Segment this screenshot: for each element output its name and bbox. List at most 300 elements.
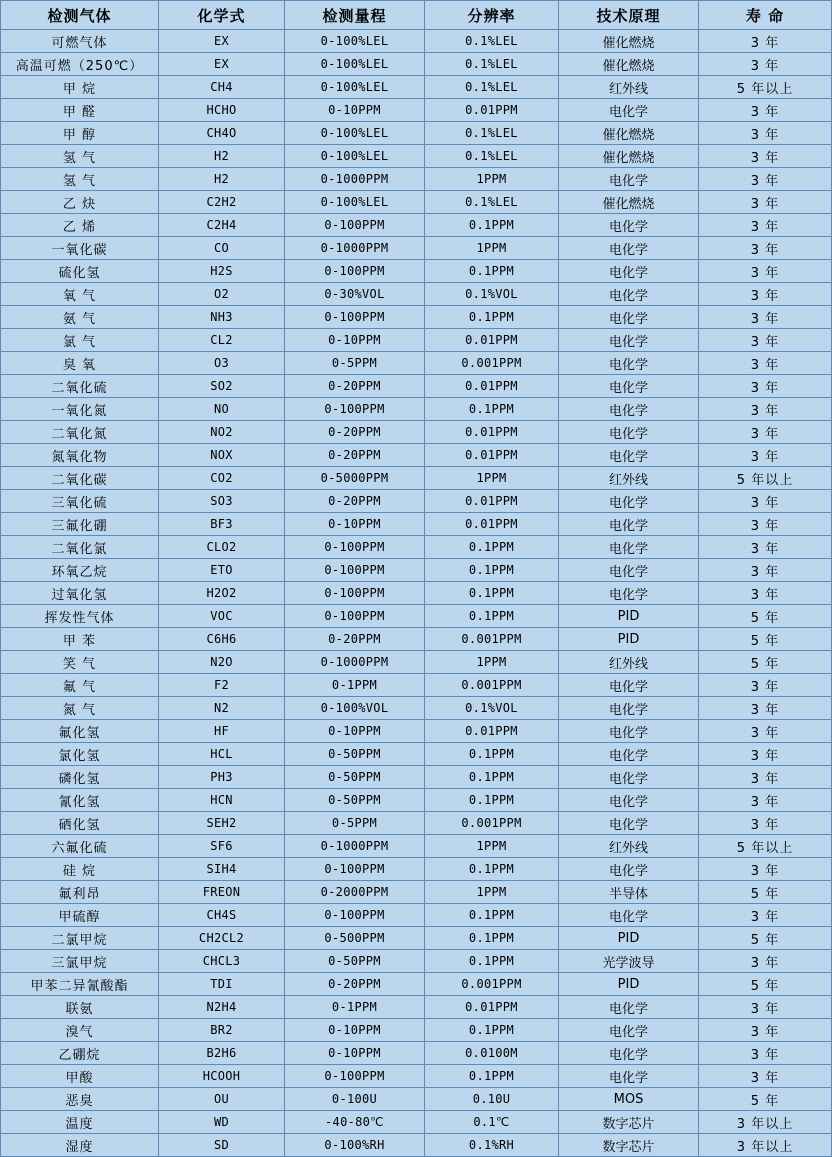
table-row bbox=[1, 1042, 832, 1065]
cell-range: 0-10PPM bbox=[285, 1019, 425, 1042]
cell-resolution: 0.1PPM bbox=[425, 605, 559, 628]
cell-principle: 电化学 bbox=[559, 697, 699, 720]
cell-resolution: 0.1PPM bbox=[425, 536, 559, 559]
cell-lifetime: 5 年以上 bbox=[699, 835, 832, 858]
cell-principle: 电化学 bbox=[559, 398, 699, 421]
cell-principle: 催化燃烧 bbox=[559, 145, 699, 168]
cell-formula: NO bbox=[159, 398, 285, 421]
cell-range: 0-100PPM bbox=[285, 605, 425, 628]
cell-resolution: 0.01PPM bbox=[425, 720, 559, 743]
table-row bbox=[1, 743, 832, 766]
cell-range: 0-100PPM bbox=[285, 858, 425, 881]
table-row bbox=[1, 329, 832, 352]
cell-principle: 电化学 bbox=[559, 237, 699, 260]
cell-lifetime: 3 年 bbox=[699, 1042, 832, 1065]
cell-principle: 电化学 bbox=[559, 1019, 699, 1042]
cell-resolution: 0.1PPM bbox=[425, 743, 559, 766]
cell-formula: HCHO bbox=[159, 99, 285, 122]
cell-principle: 电化学 bbox=[559, 674, 699, 697]
cell-gas: 联氨 bbox=[1, 996, 159, 1019]
cell-formula: C2H2 bbox=[159, 191, 285, 214]
table-row bbox=[1, 1111, 832, 1134]
cell-resolution: 0.1%VOL bbox=[425, 697, 559, 720]
cell-lifetime: 3 年 bbox=[699, 996, 832, 1019]
table-row bbox=[1, 835, 832, 858]
table-row bbox=[1, 99, 832, 122]
cell-formula: CLO2 bbox=[159, 536, 285, 559]
cell-resolution: 0.1%VOL bbox=[425, 283, 559, 306]
cell-principle: 电化学 bbox=[559, 789, 699, 812]
cell-principle: 电化学 bbox=[559, 513, 699, 536]
cell-gas: 二氯甲烷 bbox=[1, 927, 159, 950]
cell-formula: C2H4 bbox=[159, 214, 285, 237]
table-row bbox=[1, 950, 832, 973]
cell-resolution: 0.01PPM bbox=[425, 375, 559, 398]
cell-lifetime: 3 年 bbox=[699, 697, 832, 720]
cell-range: 0-1PPM bbox=[285, 674, 425, 697]
table-row bbox=[1, 605, 832, 628]
cell-range: 0-100PPM bbox=[285, 398, 425, 421]
table-header bbox=[1, 1, 832, 30]
cell-range: 0-1000PPM bbox=[285, 835, 425, 858]
cell-gas: 过氧化氢 bbox=[1, 582, 159, 605]
cell-gas: 一氧化碳 bbox=[1, 237, 159, 260]
cell-lifetime: 3 年 bbox=[699, 352, 832, 375]
cell-range: 0-50PPM bbox=[285, 789, 425, 812]
cell-formula: CH4O bbox=[159, 122, 285, 145]
cell-formula: F2 bbox=[159, 674, 285, 697]
cell-range: 0-10PPM bbox=[285, 720, 425, 743]
cell-resolution: 0.1PPM bbox=[425, 1065, 559, 1088]
cell-principle: 半导体 bbox=[559, 881, 699, 904]
cell-gas: 湿度 bbox=[1, 1134, 159, 1157]
cell-resolution: 0.001PPM bbox=[425, 628, 559, 651]
cell-gas: 氟利昂 bbox=[1, 881, 159, 904]
cell-lifetime: 3 年 bbox=[699, 191, 832, 214]
cell-gas: 可燃气体 bbox=[1, 30, 159, 53]
cell-formula: N2O bbox=[159, 651, 285, 674]
cell-lifetime: 3 年 bbox=[699, 214, 832, 237]
table-body bbox=[1, 30, 832, 1157]
cell-formula: SD bbox=[159, 1134, 285, 1157]
cell-formula: CH4S bbox=[159, 904, 285, 927]
cell-principle: PID bbox=[559, 628, 699, 651]
cell-lifetime: 3 年 bbox=[699, 536, 832, 559]
cell-lifetime: 3 年以上 bbox=[699, 1111, 832, 1134]
cell-gas: 氢 气 bbox=[1, 145, 159, 168]
cell-principle: 电化学 bbox=[559, 375, 699, 398]
cell-principle: 数字芯片 bbox=[559, 1134, 699, 1157]
cell-resolution: 1PPM bbox=[425, 467, 559, 490]
cell-gas: 三氧化硫 bbox=[1, 490, 159, 513]
cell-formula: EX bbox=[159, 53, 285, 76]
cell-resolution: 0.1PPM bbox=[425, 789, 559, 812]
cell-gas: 甲 醛 bbox=[1, 99, 159, 122]
table-row bbox=[1, 1088, 832, 1111]
cell-lifetime: 3 年 bbox=[699, 168, 832, 191]
cell-formula: SO3 bbox=[159, 490, 285, 513]
cell-formula: SF6 bbox=[159, 835, 285, 858]
cell-resolution: 0.1PPM bbox=[425, 260, 559, 283]
cell-gas: 挥发性气体 bbox=[1, 605, 159, 628]
table-row bbox=[1, 260, 832, 283]
cell-principle: PID bbox=[559, 973, 699, 996]
cell-principle: 数字芯片 bbox=[559, 1111, 699, 1134]
cell-formula: N2H4 bbox=[159, 996, 285, 1019]
table-row bbox=[1, 881, 832, 904]
cell-resolution: 0.1PPM bbox=[425, 766, 559, 789]
cell-principle: 电化学 bbox=[559, 559, 699, 582]
cell-lifetime: 3 年 bbox=[699, 513, 832, 536]
cell-principle: 电化学 bbox=[559, 1042, 699, 1065]
cell-gas: 高温可燃（250℃） bbox=[1, 53, 159, 76]
cell-lifetime: 5 年 bbox=[699, 651, 832, 674]
cell-range: 0-100PPM bbox=[285, 904, 425, 927]
cell-gas: 氟 气 bbox=[1, 674, 159, 697]
cell-gas: 甲硫醇 bbox=[1, 904, 159, 927]
cell-principle: 红外线 bbox=[559, 651, 699, 674]
cell-formula: NO2 bbox=[159, 421, 285, 444]
cell-formula: H2O2 bbox=[159, 582, 285, 605]
cell-range: 0-50PPM bbox=[285, 743, 425, 766]
cell-resolution: 0.01PPM bbox=[425, 329, 559, 352]
cell-resolution: 0.01PPM bbox=[425, 490, 559, 513]
cell-formula: O2 bbox=[159, 283, 285, 306]
cell-lifetime: 3 年 bbox=[699, 283, 832, 306]
cell-lifetime: 3 年 bbox=[699, 743, 832, 766]
cell-resolution: 0.0100M bbox=[425, 1042, 559, 1065]
cell-gas: 臭 氧 bbox=[1, 352, 159, 375]
cell-principle: 电化学 bbox=[559, 766, 699, 789]
cell-principle: PID bbox=[559, 927, 699, 950]
cell-range: 0-5PPM bbox=[285, 352, 425, 375]
cell-formula: CHCL3 bbox=[159, 950, 285, 973]
cell-principle: 电化学 bbox=[559, 536, 699, 559]
cell-resolution: 0.1PPM bbox=[425, 927, 559, 950]
cell-lifetime: 3 年 bbox=[699, 950, 832, 973]
cell-resolution: 1PPM bbox=[425, 651, 559, 674]
cell-gas: 三氯甲烷 bbox=[1, 950, 159, 973]
cell-gas: 甲 烷 bbox=[1, 76, 159, 99]
table-row bbox=[1, 490, 832, 513]
cell-resolution: 0.1%LEL bbox=[425, 53, 559, 76]
cell-resolution: 0.1PPM bbox=[425, 559, 559, 582]
cell-range: 0-100PPM bbox=[285, 1065, 425, 1088]
cell-gas: 甲 苯 bbox=[1, 628, 159, 651]
table-row bbox=[1, 145, 832, 168]
table-row bbox=[1, 858, 832, 881]
cell-resolution: 1PPM bbox=[425, 835, 559, 858]
cell-range: 0-100%LEL bbox=[285, 122, 425, 145]
cell-lifetime: 3 年 bbox=[699, 858, 832, 881]
table-row bbox=[1, 30, 832, 53]
cell-principle: 电化学 bbox=[559, 812, 699, 835]
table-row bbox=[1, 996, 832, 1019]
cell-resolution: 0.1PPM bbox=[425, 398, 559, 421]
cell-gas: 甲 醇 bbox=[1, 122, 159, 145]
table-row bbox=[1, 352, 832, 375]
cell-formula: H2S bbox=[159, 260, 285, 283]
table-row bbox=[1, 421, 832, 444]
cell-resolution: 0.1%LEL bbox=[425, 30, 559, 53]
cell-formula: H2 bbox=[159, 168, 285, 191]
cell-range: 0-20PPM bbox=[285, 628, 425, 651]
cell-range: 0-30%VOL bbox=[285, 283, 425, 306]
column-header-gas: 检测气体 bbox=[1, 1, 159, 30]
cell-formula: C6H6 bbox=[159, 628, 285, 651]
table-row bbox=[1, 628, 832, 651]
cell-gas: 二氧化碳 bbox=[1, 467, 159, 490]
table-row bbox=[1, 536, 832, 559]
cell-lifetime: 3 年 bbox=[699, 766, 832, 789]
cell-range: 0-1000PPM bbox=[285, 168, 425, 191]
cell-resolution: 0.1PPM bbox=[425, 214, 559, 237]
cell-formula: TDI bbox=[159, 973, 285, 996]
cell-range: 0-100%LEL bbox=[285, 191, 425, 214]
cell-formula: PH3 bbox=[159, 766, 285, 789]
cell-lifetime: 3 年 bbox=[699, 398, 832, 421]
table-row bbox=[1, 582, 832, 605]
cell-resolution: 0.01PPM bbox=[425, 421, 559, 444]
cell-range: 0-100PPM bbox=[285, 536, 425, 559]
table-row bbox=[1, 904, 832, 927]
cell-range: 0-1PPM bbox=[285, 996, 425, 1019]
cell-lifetime: 3 年 bbox=[699, 1019, 832, 1042]
cell-formula: WD bbox=[159, 1111, 285, 1134]
cell-gas: 硒化氢 bbox=[1, 812, 159, 835]
cell-lifetime: 3 年 bbox=[699, 329, 832, 352]
cell-range: 0-100%RH bbox=[285, 1134, 425, 1157]
cell-resolution: 0.001PPM bbox=[425, 973, 559, 996]
cell-formula: BR2 bbox=[159, 1019, 285, 1042]
cell-principle: 电化学 bbox=[559, 214, 699, 237]
table-row bbox=[1, 973, 832, 996]
table-row bbox=[1, 697, 832, 720]
cell-gas: 乙 炔 bbox=[1, 191, 159, 214]
cell-principle: 电化学 bbox=[559, 1065, 699, 1088]
table-row bbox=[1, 444, 832, 467]
cell-range: 0-100U bbox=[285, 1088, 425, 1111]
cell-principle: MOS bbox=[559, 1088, 699, 1111]
cell-formula: HF bbox=[159, 720, 285, 743]
cell-lifetime: 3 年 bbox=[699, 582, 832, 605]
cell-lifetime: 3 年 bbox=[699, 904, 832, 927]
cell-range: 0-20PPM bbox=[285, 421, 425, 444]
cell-range: 0-10PPM bbox=[285, 1042, 425, 1065]
cell-gas: 二氧化氯 bbox=[1, 536, 159, 559]
cell-lifetime: 5 年 bbox=[699, 927, 832, 950]
table-row bbox=[1, 1065, 832, 1088]
table-row bbox=[1, 789, 832, 812]
cell-principle: 催化燃烧 bbox=[559, 122, 699, 145]
cell-resolution: 0.1PPM bbox=[425, 1019, 559, 1042]
cell-principle: 电化学 bbox=[559, 260, 699, 283]
cell-gas: 六氟化硫 bbox=[1, 835, 159, 858]
cell-lifetime: 5 年 bbox=[699, 1088, 832, 1111]
column-header-principle: 技术原理 bbox=[559, 1, 699, 30]
cell-formula: HCL bbox=[159, 743, 285, 766]
cell-resolution: 0.1%LEL bbox=[425, 122, 559, 145]
cell-principle: 电化学 bbox=[559, 444, 699, 467]
cell-range: 0-100PPM bbox=[285, 260, 425, 283]
cell-range: 0-10PPM bbox=[285, 99, 425, 122]
cell-lifetime: 5 年以上 bbox=[699, 467, 832, 490]
table-row bbox=[1, 76, 832, 99]
cell-lifetime: 3 年 bbox=[699, 237, 832, 260]
cell-resolution: 1PPM bbox=[425, 168, 559, 191]
cell-resolution: 0.1%LEL bbox=[425, 191, 559, 214]
table-row bbox=[1, 214, 832, 237]
cell-resolution: 0.1PPM bbox=[425, 306, 559, 329]
cell-lifetime: 3 年 bbox=[699, 99, 832, 122]
cell-gas: 三氟化硼 bbox=[1, 513, 159, 536]
table-row bbox=[1, 237, 832, 260]
cell-resolution: 0.001PPM bbox=[425, 812, 559, 835]
column-header-lifetime: 寿 命 bbox=[699, 1, 832, 30]
cell-principle: 电化学 bbox=[559, 904, 699, 927]
table-row bbox=[1, 283, 832, 306]
cell-principle: 电化学 bbox=[559, 720, 699, 743]
cell-range: -40-80℃ bbox=[285, 1111, 425, 1134]
cell-formula: OU bbox=[159, 1088, 285, 1111]
cell-formula: N2 bbox=[159, 697, 285, 720]
table-row bbox=[1, 168, 832, 191]
cell-formula: NOX bbox=[159, 444, 285, 467]
cell-formula: VOC bbox=[159, 605, 285, 628]
cell-formula: SEH2 bbox=[159, 812, 285, 835]
cell-principle: 电化学 bbox=[559, 99, 699, 122]
cell-resolution: 0.1%LEL bbox=[425, 145, 559, 168]
cell-principle: 红外线 bbox=[559, 76, 699, 99]
cell-principle: 光学波导 bbox=[559, 950, 699, 973]
cell-resolution: 0.1PPM bbox=[425, 904, 559, 927]
cell-range: 0-100%LEL bbox=[285, 30, 425, 53]
cell-lifetime: 5 年 bbox=[699, 605, 832, 628]
table-row bbox=[1, 559, 832, 582]
cell-gas: 氰化氢 bbox=[1, 789, 159, 812]
cell-principle: 红外线 bbox=[559, 467, 699, 490]
cell-lifetime: 3 年 bbox=[699, 812, 832, 835]
cell-resolution: 1PPM bbox=[425, 237, 559, 260]
cell-formula: BF3 bbox=[159, 513, 285, 536]
cell-range: 0-500PPM bbox=[285, 927, 425, 950]
table-header-row bbox=[1, 1, 832, 30]
cell-formula: CO2 bbox=[159, 467, 285, 490]
cell-principle: 电化学 bbox=[559, 421, 699, 444]
cell-range: 0-100PPM bbox=[285, 559, 425, 582]
cell-gas: 磷化氢 bbox=[1, 766, 159, 789]
cell-lifetime: 3 年 bbox=[699, 306, 832, 329]
table-row bbox=[1, 122, 832, 145]
cell-range: 0-20PPM bbox=[285, 490, 425, 513]
cell-resolution: 0.1%RH bbox=[425, 1134, 559, 1157]
table-row bbox=[1, 53, 832, 76]
cell-formula: B2H6 bbox=[159, 1042, 285, 1065]
table-row bbox=[1, 674, 832, 697]
cell-principle: 红外线 bbox=[559, 835, 699, 858]
cell-principle: 催化燃烧 bbox=[559, 53, 699, 76]
table-row bbox=[1, 651, 832, 674]
cell-lifetime: 5 年 bbox=[699, 881, 832, 904]
cell-gas: 乙硼烷 bbox=[1, 1042, 159, 1065]
table-row bbox=[1, 766, 832, 789]
cell-lifetime: 3 年 bbox=[699, 720, 832, 743]
cell-range: 0-1000PPM bbox=[285, 651, 425, 674]
cell-range: 0-5000PPM bbox=[285, 467, 425, 490]
cell-lifetime: 3 年 bbox=[699, 789, 832, 812]
cell-principle: 电化学 bbox=[559, 329, 699, 352]
cell-principle: 电化学 bbox=[559, 996, 699, 1019]
cell-resolution: 0.1%LEL bbox=[425, 76, 559, 99]
cell-lifetime: 3 年 bbox=[699, 30, 832, 53]
cell-resolution: 0.10U bbox=[425, 1088, 559, 1111]
table-row bbox=[1, 1134, 832, 1157]
cell-resolution: 0.1℃ bbox=[425, 1111, 559, 1134]
cell-principle: 电化学 bbox=[559, 306, 699, 329]
cell-gas: 硫化氢 bbox=[1, 260, 159, 283]
cell-formula: FREON bbox=[159, 881, 285, 904]
table-row bbox=[1, 375, 832, 398]
cell-lifetime: 3 年 bbox=[699, 53, 832, 76]
table-row bbox=[1, 812, 832, 835]
cell-range: 0-10PPM bbox=[285, 329, 425, 352]
cell-gas: 氯 气 bbox=[1, 329, 159, 352]
cell-principle: 电化学 bbox=[559, 743, 699, 766]
cell-formula: CH2CL2 bbox=[159, 927, 285, 950]
cell-gas: 氨 气 bbox=[1, 306, 159, 329]
cell-range: 0-20PPM bbox=[285, 444, 425, 467]
cell-principle: 电化学 bbox=[559, 352, 699, 375]
table-row bbox=[1, 467, 832, 490]
cell-range: 0-5PPM bbox=[285, 812, 425, 835]
cell-lifetime: 3 年 bbox=[699, 375, 832, 398]
cell-principle: 电化学 bbox=[559, 490, 699, 513]
cell-gas: 温度 bbox=[1, 1111, 159, 1134]
cell-lifetime: 5 年以上 bbox=[699, 76, 832, 99]
cell-principle: PID bbox=[559, 605, 699, 628]
table-row bbox=[1, 1019, 832, 1042]
cell-formula: NH3 bbox=[159, 306, 285, 329]
cell-gas: 恶臭 bbox=[1, 1088, 159, 1111]
cell-lifetime: 3 年 bbox=[699, 490, 832, 513]
cell-gas: 氢 气 bbox=[1, 168, 159, 191]
cell-resolution: 0.01PPM bbox=[425, 444, 559, 467]
cell-formula: O3 bbox=[159, 352, 285, 375]
cell-principle: 电化学 bbox=[559, 582, 699, 605]
cell-formula: HCOOH bbox=[159, 1065, 285, 1088]
cell-gas: 笑 气 bbox=[1, 651, 159, 674]
cell-range: 0-100PPM bbox=[285, 214, 425, 237]
cell-formula: SO2 bbox=[159, 375, 285, 398]
table-row bbox=[1, 720, 832, 743]
cell-range: 0-100%LEL bbox=[285, 76, 425, 99]
cell-gas: 环氧乙烷 bbox=[1, 559, 159, 582]
cell-lifetime: 3 年 bbox=[699, 674, 832, 697]
cell-lifetime: 3 年 bbox=[699, 122, 832, 145]
cell-principle: 催化燃烧 bbox=[559, 30, 699, 53]
cell-formula: ETO bbox=[159, 559, 285, 582]
cell-principle: 催化燃烧 bbox=[559, 191, 699, 214]
cell-formula: CH4 bbox=[159, 76, 285, 99]
cell-resolution: 0.01PPM bbox=[425, 99, 559, 122]
cell-resolution: 0.1PPM bbox=[425, 858, 559, 881]
table-row bbox=[1, 191, 832, 214]
table-row bbox=[1, 306, 832, 329]
cell-formula: EX bbox=[159, 30, 285, 53]
cell-range: 0-10PPM bbox=[285, 513, 425, 536]
cell-lifetime: 3 年 bbox=[699, 260, 832, 283]
cell-lifetime: 3 年 bbox=[699, 444, 832, 467]
